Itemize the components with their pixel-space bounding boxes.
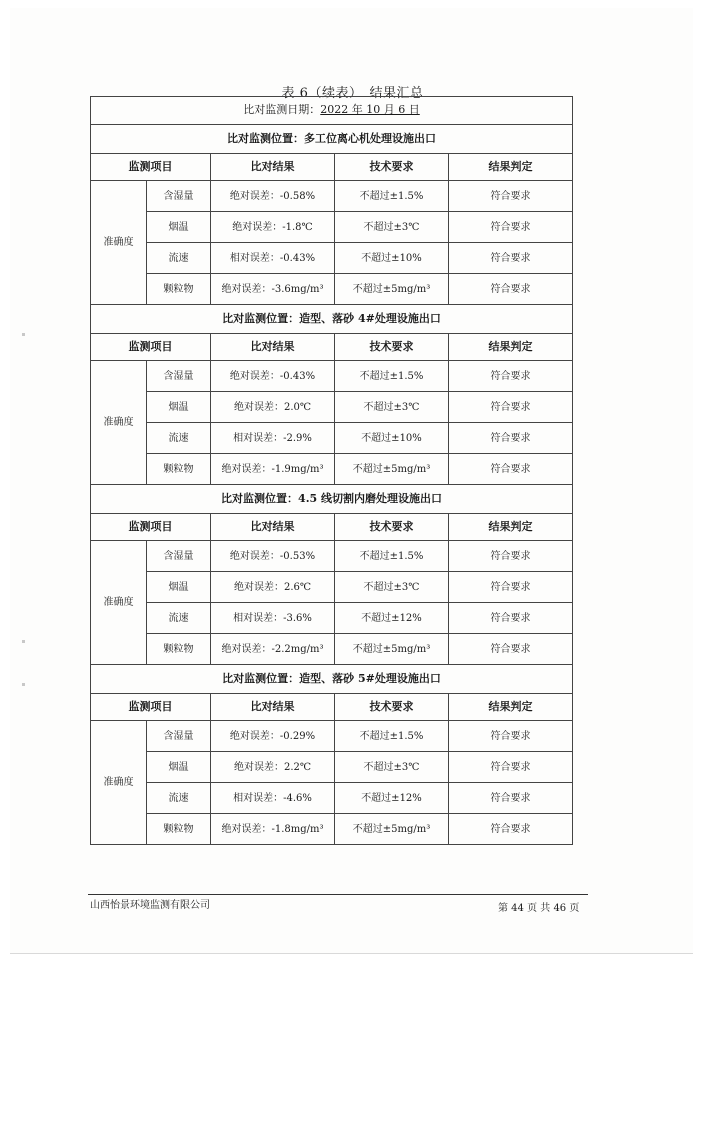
result-judgement: 符合要求	[449, 392, 573, 423]
scan-speck	[22, 640, 25, 643]
item-name: 颗粒物	[147, 634, 211, 665]
monitoring-location: 比对监测位置：造型、落砂 5#处理设施出口	[91, 665, 573, 694]
header-monitoring-item: 监测项目	[91, 694, 211, 721]
header-result-judgement: 结果判定	[449, 154, 573, 181]
comparison-result: 绝对误差：-0.43%	[211, 361, 335, 392]
table-row	[91, 243, 573, 274]
header-monitoring-item: 监测项目	[91, 154, 211, 181]
result-judgement: 符合要求	[449, 212, 573, 243]
accuracy-category: 准确度	[91, 361, 147, 485]
result-judgement: 符合要求	[449, 572, 573, 603]
result-judgement: 符合要求	[449, 634, 573, 665]
technical-requirement: 不超过±3℃	[335, 572, 449, 603]
header-comparison-result: 比对结果	[211, 514, 335, 541]
table-row	[91, 783, 573, 814]
header-comparison-result: 比对结果	[211, 154, 335, 181]
technical-requirement: 不超过±12%	[335, 783, 449, 814]
item-name: 颗粒物	[147, 814, 211, 845]
column-header-row	[91, 514, 573, 541]
table-row	[91, 721, 573, 752]
header-comparison-result: 比对结果	[211, 334, 335, 361]
technical-requirement: 不超过±5mg/m³	[335, 274, 449, 305]
table-row	[91, 212, 573, 243]
item-name: 烟温	[147, 392, 211, 423]
accuracy-category: 准确度	[91, 721, 147, 845]
item-name: 颗粒物	[147, 454, 211, 485]
item-name: 含湿量	[147, 721, 211, 752]
technical-requirement: 不超过±1.5%	[335, 181, 449, 212]
header-monitoring-item: 监测项目	[91, 514, 211, 541]
comparison-result: 绝对误差：-1.8mg/m³	[211, 814, 335, 845]
table-row	[91, 181, 573, 212]
comparison-result: 绝对误差：2.6℃	[211, 572, 335, 603]
monitoring-location: 比对监测位置：多工位离心机处理设施出口	[91, 125, 573, 154]
item-name: 烟温	[147, 212, 211, 243]
result-judgement: 符合要求	[449, 361, 573, 392]
header-result-judgement: 结果判定	[449, 694, 573, 721]
company-name: 山西怡景环境监测有限公司	[90, 900, 210, 911]
technical-requirement: 不超过±3℃	[335, 212, 449, 243]
monitoring-location: 比对监测位置：造型、落砂 4#处理设施出口	[91, 305, 573, 334]
result-judgement: 符合要求	[449, 603, 573, 634]
column-header-row	[91, 694, 573, 721]
table-row	[91, 752, 573, 783]
item-name: 含湿量	[147, 181, 211, 212]
scan-speck	[22, 683, 25, 686]
technical-requirement: 不超过±3℃	[335, 392, 449, 423]
table-row	[91, 634, 573, 665]
comparison-result: 相对误差：-3.6%	[211, 603, 335, 634]
table-title: 表 6（续表） 结果汇总	[281, 86, 424, 101]
item-name: 含湿量	[147, 541, 211, 572]
item-name: 烟温	[147, 572, 211, 603]
accuracy-category: 准确度	[91, 541, 147, 665]
comparison-result: 绝对误差：-1.9mg/m³	[211, 454, 335, 485]
comparison-result: 绝对误差：-0.29%	[211, 721, 335, 752]
table-row	[91, 392, 573, 423]
header-monitoring-item: 监测项目	[91, 334, 211, 361]
result-judgement: 符合要求	[449, 814, 573, 845]
result-judgement: 符合要求	[449, 783, 573, 814]
header-technical-requirement: 技术要求	[335, 514, 449, 541]
table-row	[91, 541, 573, 572]
technical-requirement: 不超过±5mg/m³	[335, 814, 449, 845]
header-result-judgement: 结果判定	[449, 514, 573, 541]
comparison-result: 绝对误差：-0.58%	[211, 181, 335, 212]
table-row	[91, 423, 573, 454]
comparison-result: 相对误差：-4.6%	[211, 783, 335, 814]
technical-requirement: 不超过±10%	[335, 423, 449, 454]
result-judgement: 符合要求	[449, 274, 573, 305]
result-judgement: 符合要求	[449, 721, 573, 752]
technical-requirement: 不超过±1.5%	[335, 721, 449, 752]
item-name: 含湿量	[147, 361, 211, 392]
result-judgement: 符合要求	[449, 752, 573, 783]
section-location-row	[91, 305, 573, 334]
comparison-result: 相对误差：-2.9%	[211, 423, 335, 454]
comparison-result: 绝对误差：-1.8℃	[211, 212, 335, 243]
result-judgement: 符合要求	[449, 181, 573, 212]
header-technical-requirement: 技术要求	[335, 334, 449, 361]
table-row	[91, 572, 573, 603]
technical-requirement: 不超过±5mg/m³	[335, 454, 449, 485]
technical-requirement: 不超过±3℃	[335, 752, 449, 783]
comparison-result: 绝对误差：-3.6mg/m³	[211, 274, 335, 305]
table-row	[91, 361, 573, 392]
item-name: 流速	[147, 423, 211, 454]
accuracy-category: 准确度	[91, 181, 147, 305]
header-technical-requirement: 技术要求	[335, 154, 449, 181]
table-row	[91, 274, 573, 305]
monitoring-date-cell	[91, 97, 573, 125]
table-row	[91, 454, 573, 485]
technical-requirement: 不超过±1.5%	[335, 541, 449, 572]
item-name: 烟温	[147, 752, 211, 783]
result-judgement: 符合要求	[449, 454, 573, 485]
date-label: 比对监测日期：	[243, 103, 321, 117]
section-location-row	[91, 665, 573, 694]
date-row	[91, 97, 573, 125]
result-judgement: 符合要求	[449, 423, 573, 454]
technical-requirement: 不超过±10%	[335, 243, 449, 274]
header-result-judgement: 结果判定	[449, 334, 573, 361]
table-row	[91, 814, 573, 845]
monitoring-location: 比对监测位置：4.5 线切割内磨处理设施出口	[91, 485, 573, 514]
result-judgement: 符合要求	[449, 541, 573, 572]
table-row	[91, 603, 573, 634]
item-name: 流速	[147, 243, 211, 274]
result-judgement: 符合要求	[449, 243, 573, 274]
comparison-result: 相对误差：-0.43%	[211, 243, 335, 274]
comparison-result: 绝对误差：-0.53%	[211, 541, 335, 572]
column-header-row	[91, 154, 573, 181]
technical-requirement: 不超过±12%	[335, 603, 449, 634]
page-number: 第 44 页 共 46 页	[498, 903, 580, 914]
footer-rule	[88, 894, 588, 895]
item-name: 流速	[147, 603, 211, 634]
section-location-row	[91, 125, 573, 154]
item-name: 颗粒物	[147, 274, 211, 305]
header-technical-requirement: 技术要求	[335, 694, 449, 721]
item-name: 流速	[147, 783, 211, 814]
header-comparison-result: 比对结果	[211, 694, 335, 721]
comparison-result: 绝对误差：2.0℃	[211, 392, 335, 423]
comparison-result: 绝对误差：2.2℃	[211, 752, 335, 783]
column-header-row	[91, 334, 573, 361]
comparison-result: 绝对误差：-2.2mg/m³	[211, 634, 335, 665]
section-location-row	[91, 485, 573, 514]
technical-requirement: 不超过±5mg/m³	[335, 634, 449, 665]
results-summary-table	[90, 96, 573, 845]
date-value: 2022 年 10 月 6 日	[320, 103, 420, 117]
scan-speck	[22, 333, 25, 336]
technical-requirement: 不超过±1.5%	[335, 361, 449, 392]
